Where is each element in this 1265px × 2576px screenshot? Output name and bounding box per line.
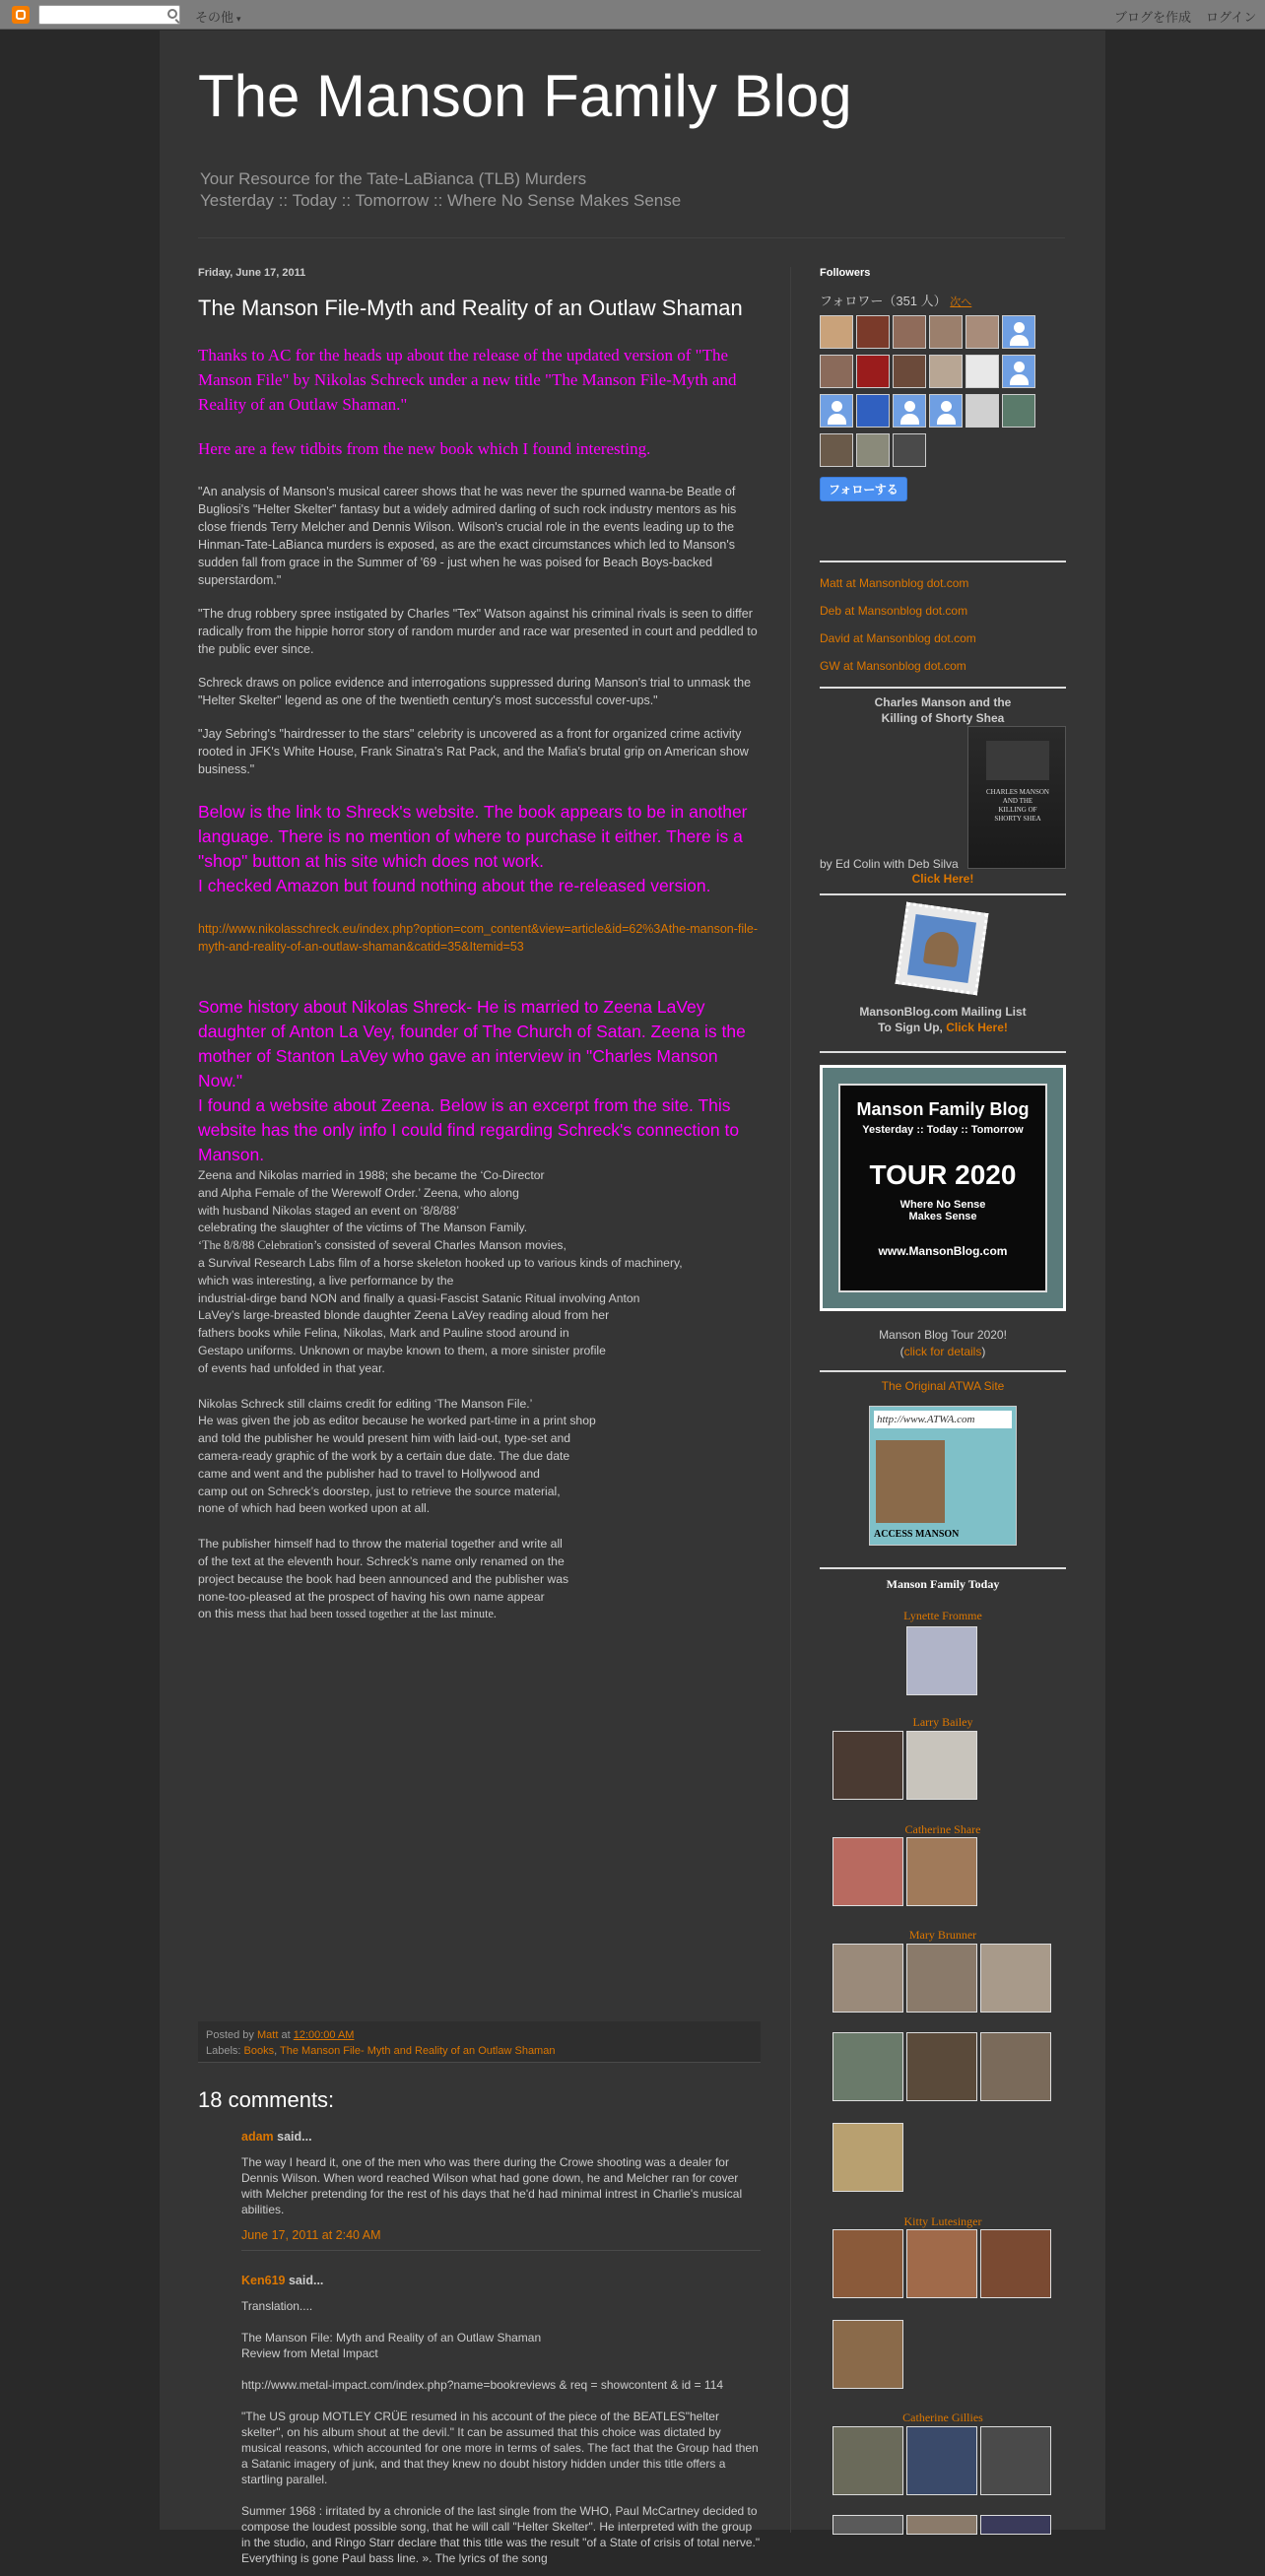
more-label: その他 [195, 10, 234, 25]
tour-text: Yesterday :: Today :: Tomorrow [862, 1124, 1024, 1136]
blogger-navbar [0, 0, 1265, 30]
family-member-photo[interactable] [832, 2515, 903, 2535]
followers-count [820, 291, 1066, 309]
label-link[interactable]: The Manson File- Myth and Reality of an Outlaw Shaman [280, 2045, 556, 2057]
follower-avatar[interactable] [820, 394, 853, 428]
tour-2020-image[interactable] [820, 1065, 1066, 1311]
family-member-photo[interactable] [980, 2515, 1051, 2535]
family-member-photo[interactable] [832, 1837, 903, 1906]
author-link[interactable]: GW at Mansonblog dot.com [820, 659, 966, 673]
book-quote: "The drug robbery spree instigated by Charles "Tex" Watson against his criminal rivals is seen to differ radically from the hippie horror story of random murder and race war presented in court and peddled to the public ever since. [198, 607, 758, 656]
followers-title: Followers [820, 267, 871, 279]
follower-avatar[interactable] [1002, 394, 1035, 428]
follower-avatar[interactable] [893, 315, 926, 349]
posted-by-label: Posted by [206, 2029, 254, 2041]
book-cover-text: SHORTY SHEA [994, 815, 1041, 823]
book-quote: "Jay Sebring's "hairdresser to the stars" celebrity is uncovered as a front for organized crime activity rooted in JFK's White House, Frank Sinatra's Rat Pack, and the Mafia's brutal grip on American show business." [198, 727, 749, 776]
family-member-photo[interactable] [906, 1626, 977, 1695]
follower-avatar[interactable] [929, 355, 963, 388]
post-footer: Posted by Matt at 12:00:00 AM Labels: Books, The Manson File- Myth and Reality of an Outlaw Shaman [198, 2021, 761, 2063]
sidebar [820, 267, 1066, 2424]
mailing-list-title: MansonBlog.com Mailing List [859, 1005, 1027, 1019]
family-member-name: Kitty Lutesinger [903, 2214, 982, 2228]
main-column [198, 267, 761, 2565]
sidebar-divider [820, 1051, 1066, 1053]
sidebar-divider [820, 561, 1066, 562]
label-link[interactable]: Books [243, 2045, 275, 2057]
atwa-label-text: ACCESS MANSON [874, 1529, 960, 1540]
comment-body: Review from Metal Impact [241, 2346, 378, 2360]
book-title-line: Charles Manson and the [874, 695, 1012, 709]
family-member-photo[interactable] [980, 2229, 1051, 2298]
family-member-photo[interactable] [906, 1837, 977, 1906]
history-paragraph: I found a website about Zeena. Below is an excerpt from the site. This website has the only info I could find regarding Schreck's connection to Manson. [198, 1095, 740, 1164]
family-member-photo[interactable] [906, 2426, 977, 2495]
tour-caption-text: Manson Blog Tour 2020! [879, 1328, 1007, 1342]
header-divider [198, 237, 1065, 238]
family-member-photo[interactable] [906, 2032, 977, 2101]
book-quote: Schreck draws on police evidence and interrogations suppressed during Manson's trial to unmask the "Helter Skelter" legend as one of the twentieth century's most successful cover-ups." [198, 676, 752, 707]
family-member-photo[interactable] [832, 2426, 903, 2495]
family-member-photo[interactable] [832, 2229, 903, 2298]
comment [241, 2129, 761, 2253]
excerpt-text: consisted of several Charles Manson movies, a Survival Research Labs film of a horse skeleton hooked up to various kinds of machinery, which was interesting, a live performance by the industrial-dirge band NON and finally a quasi-Fascist Satanic Ritual involving Anton LaVey’s large-breasted blonde daughter Zeena LaVey reading aloud from her fathers books while Felina, Nikolas, Mark and Pauline stood around in Gestapo uniforms. Unknown or maybe known to them, a more sinister profile of events had unfolded in that year. [198, 1238, 683, 1375]
followers-grid [820, 315, 1066, 473]
sidebar-divider [820, 1567, 1066, 1569]
chevron-down-icon: ▾ [236, 14, 241, 24]
family-member-photo[interactable] [832, 1944, 903, 2013]
tour-text: Makes Sense [908, 1211, 977, 1222]
comment-timestamp-link[interactable]: June 17, 2011 at 2:40 AM [241, 2228, 381, 2242]
author-link[interactable]: Matt at Mansonblog dot.com [820, 576, 969, 590]
said-label: said... [288, 2274, 324, 2287]
tour-text: www.MansonBlog.com [878, 1244, 1008, 1258]
book-cover-image[interactable] [967, 726, 1066, 869]
follower-avatar[interactable] [820, 433, 853, 467]
book-cover-text: KILLING OF [998, 806, 1037, 814]
at-label: at [281, 2029, 291, 2041]
follower-avatar[interactable] [856, 394, 890, 428]
book-cover-text: CHARLES MANSON [986, 788, 1049, 796]
tour-details-link[interactable]: click for details [903, 1345, 982, 1358]
author-link[interactable]: Deb at Mansonblog dot.com [820, 604, 968, 618]
login-link[interactable]: ログイン [1206, 10, 1257, 25]
blog-description-line: Your Resource for the Tate-LaBianca (TLB) Murders [200, 169, 587, 188]
family-member-photo[interactable] [832, 1731, 903, 1800]
follower-avatar[interactable] [893, 433, 926, 467]
comment-body: http://www.metal-impact.com/index.php?name=bookreviews & req = showcontent & id = 114 [241, 2378, 724, 2392]
family-member-photo[interactable] [906, 1944, 977, 2013]
comment-divider [241, 2250, 761, 2251]
comment [241, 2273, 761, 2576]
family-today-title: Manson Family Today [886, 1577, 1000, 1591]
search-icon[interactable] [167, 9, 177, 19]
book-cover-text: AND THE [1002, 797, 1033, 805]
sidebar-divider [820, 1370, 1066, 1372]
follower-avatar[interactable] [820, 315, 853, 349]
blog-container [160, 31, 1105, 2565]
book-title-line: Killing of Shorty Shea [881, 711, 1005, 725]
follower-avatar[interactable] [965, 394, 999, 428]
follower-avatar[interactable] [893, 394, 926, 428]
history-paragraph: Some history about Nikolas Shreck- He is married to Zeena LaVey daughter of Anton La Vey, founder of The Church of Satan. Zeena is the mother of Stanton LaVey who gave an interview in "Charles Manson Now." [198, 997, 746, 1090]
follower-avatar[interactable] [929, 394, 963, 428]
tour-text: Where No Sense [899, 1199, 986, 1211]
sidebar-divider [790, 267, 791, 2533]
follower-avatar[interactable] [965, 315, 999, 349]
excerpt-text: ‘The 8/8/88 Celebration’s [198, 1238, 322, 1253]
post-author-link[interactable]: Matt [256, 2029, 279, 2041]
comment-author-link[interactable]: Ken619 [241, 2274, 286, 2287]
tour-text: TOUR 2020 [869, 1159, 1017, 1190]
labels-prefix: Labels: [206, 2045, 241, 2057]
family-member-name: Catherine Share [904, 1822, 981, 1836]
comment-body: The way I heard it, one of the men who was there during the Crowe shooting was a dealer for Dennis Wilson. When word reached Wilson what had gone down, he and Melcher ran for cover with Melcher pretending for the rest of his days that he'd had minimal intrest in Charlie's musical abilities. [241, 2155, 743, 2216]
family-member-photo[interactable] [832, 2320, 903, 2389]
family-member-photo[interactable] [980, 1944, 1051, 2013]
said-label: said... [277, 2130, 312, 2144]
book-click-here-link[interactable]: Click Here! [911, 872, 974, 886]
follower-avatar[interactable] [856, 315, 890, 349]
author-link[interactable]: David at Mansonblog dot.com [820, 631, 976, 645]
follower-avatar[interactable] [1002, 315, 1035, 349]
excerpt-text: The publisher himself had to throw the material together and write all of the text at the eleventh hour. Schreck’s name only renamed on the project because the book had been announced and the publisher was none-too-pleased at the prospect of having his own name appear on this mess [198, 1537, 569, 1621]
excerpt-text: that had been tossed together at the last minute. [268, 1607, 497, 1621]
family-member-photo[interactable] [906, 1731, 977, 1800]
family-member-photo[interactable] [980, 2032, 1051, 2101]
post-timestamp-link[interactable]: 12:00:00 AM [293, 2029, 355, 2041]
atwa-image[interactable] [869, 1406, 1017, 1546]
book-title [820, 694, 1066, 726]
book-quote: "An analysis of Manson's musical career shows that he was never the spurned wanna-be Beatle of Bugliosi's "Helter Skelter" fantasy but a widely admired darling of such rock industry mentors as his close friends Terry Melcher and Dennis Wilson. Wilson's crucial role in the events leading up to the Hinman-Tate-LaBianca murders is exposed, as are the exact circumstances which led to Manson's sudden fall from grace in the Summer of '69 - just when he was poised for Beach Boys-backed superstardom." [198, 485, 737, 587]
post-intro: Here are a few tidbits from the new book which I found interesting. [198, 439, 651, 458]
family-member-photo[interactable] [832, 2123, 903, 2192]
navbar-more-menu[interactable] [195, 7, 241, 26]
follower-avatar[interactable] [965, 355, 999, 388]
comment-body: "The US group MOTLEY CRÜE resumed in his account of the piece of the BEATLES"helter skelter", on his album shout at the devil." It can be assumed that this choice was dictated by musical reasons, which accounted for one more in terms of sales. The fact that the Group had then a Satanic imagery of junk, and that they knew no doubt history hidden under this title offers a startling parallel. [241, 2410, 759, 2486]
mailing-list-text [820, 1004, 1066, 1035]
comment-body: The Manson File: Myth and Reality of an Outlaw Shaman [241, 2331, 542, 2345]
follow-button[interactable]: フォローする [820, 477, 907, 501]
tour-caption: Manson Blog Tour 2020! (click for details) [820, 1327, 1066, 1360]
followers-next-link[interactable]: 次へ [950, 297, 972, 308]
followers-count-text: フォロワー（351 人） [820, 294, 947, 308]
comment-author-link[interactable]: adam [241, 2130, 274, 2144]
zeena-excerpt [198, 1536, 761, 1623]
family-member-name: Mary Brunner [908, 1928, 977, 1942]
post-title: The Manson File-Myth and Reality of an Outlaw Shaman [198, 296, 743, 320]
family-member-photo[interactable] [980, 2426, 1051, 2495]
post-date: Friday, June 17, 2011 [198, 267, 306, 279]
blog-description [200, 168, 681, 212]
comment-body: Summer 1968 : irritated by a chronicle of the last single from the WHO, Paul McCartney decided to compose the loudest possible song, that he will call "Helter Skelter". He interpreted with the group in the studio, and Ringo Starr declare that this title was the result "of a State of crisis of total nerve." Everything is gone Paul bass line. ». The lyrics of the song [241, 2504, 761, 2565]
family-member-photo[interactable] [906, 2229, 977, 2298]
comment-body: Translation.... [241, 2299, 313, 2313]
atwa-title-link[interactable]: The Original ATWA Site [881, 1379, 1005, 1393]
zeena-excerpt: Nikolas Schreck still claims credit for editing ‘The Manson File.’ He was given the job as editor because he worked part-time in a print shop and told the publisher he would present him with laid-out, type-set and camera-ready graphic of the work by a certain due date. The due date came and went and the publisher had to travel to Hollywood and camp out on Schreck’s doorstep, just to retrieve the source material, none of which had been worked upon at all. [198, 1396, 596, 1516]
excerpt-text: Zeena and Nikolas married in 1988; she became the ‘Co-Director and Alpha Female of the Werewolf Order.’ Zeena, who along with husband Nikolas staged an event on ‘8/8/88’ celebrating the slaughter of the victims of The Manson Family. [198, 1168, 545, 1235]
follower-avatar[interactable] [1002, 355, 1035, 388]
link-paragraph: I checked Amazon but found nothing about the re-released version. [198, 876, 711, 895]
blogger-logo-icon[interactable] [12, 6, 30, 24]
create-blog-link[interactable]: ブログを作成 [1114, 10, 1192, 25]
follower-avatar[interactable] [929, 315, 963, 349]
navbar-search-input[interactable] [38, 5, 180, 25]
follower-avatar[interactable] [893, 355, 926, 388]
follower-avatar[interactable] [856, 433, 890, 467]
blog-title[interactable]: The Manson Family Blog [198, 63, 852, 129]
family-member-photo[interactable] [906, 2515, 977, 2535]
blog-description-line: Yesterday :: Today :: Tomorrow :: Where No Sense Makes Sense [200, 191, 682, 210]
follower-avatar[interactable] [820, 355, 853, 388]
post-intro: Thanks to AC for the heads up about the release of the updated version of "The Manson File" by Nikolas Schreck under a new title "The Manson File-Myth and Reality of an Outlaw Shaman." [198, 346, 737, 414]
family-member-name: Catherine Gillies [902, 2411, 983, 2424]
schreck-website-link[interactable]: http://www.nikolasschreck.eu/index.php?option=com_content&view=article&id=62%3Athe-manson-file-myth-and-reality-of-an-outlaw-shaman&catid=35&Itemid=53 [198, 922, 759, 954]
tour-text: Manson Family Blog [856, 1099, 1030, 1119]
link-paragraph: Below is the link to Shreck's website. The book appears to be in another language. There is no mention of where to purchase it either. There is a "shop" button at his site which does not work. [198, 802, 748, 871]
family-member-name: Lynette Fromme [903, 1609, 982, 1622]
family-member-name: Larry Bailey [912, 1715, 973, 1729]
family-member-photo[interactable] [832, 2032, 903, 2101]
atwa-url-text: http://www.ATWA.com [874, 1411, 1012, 1428]
book-author: by Ed Colin with Deb Silva [820, 857, 959, 871]
zeena-excerpt [198, 1167, 761, 1378]
sidebar-divider [820, 893, 1066, 895]
follower-avatar[interactable] [856, 355, 890, 388]
mailing-list-prompt: To Sign Up, [878, 1021, 943, 1034]
sidebar-divider [820, 687, 1066, 689]
comments-title: 18 comments: [198, 2087, 335, 2112]
mailing-click-here-link[interactable]: Click Here! [946, 1021, 1008, 1034]
mailing-stamp-image[interactable] [896, 902, 989, 996]
